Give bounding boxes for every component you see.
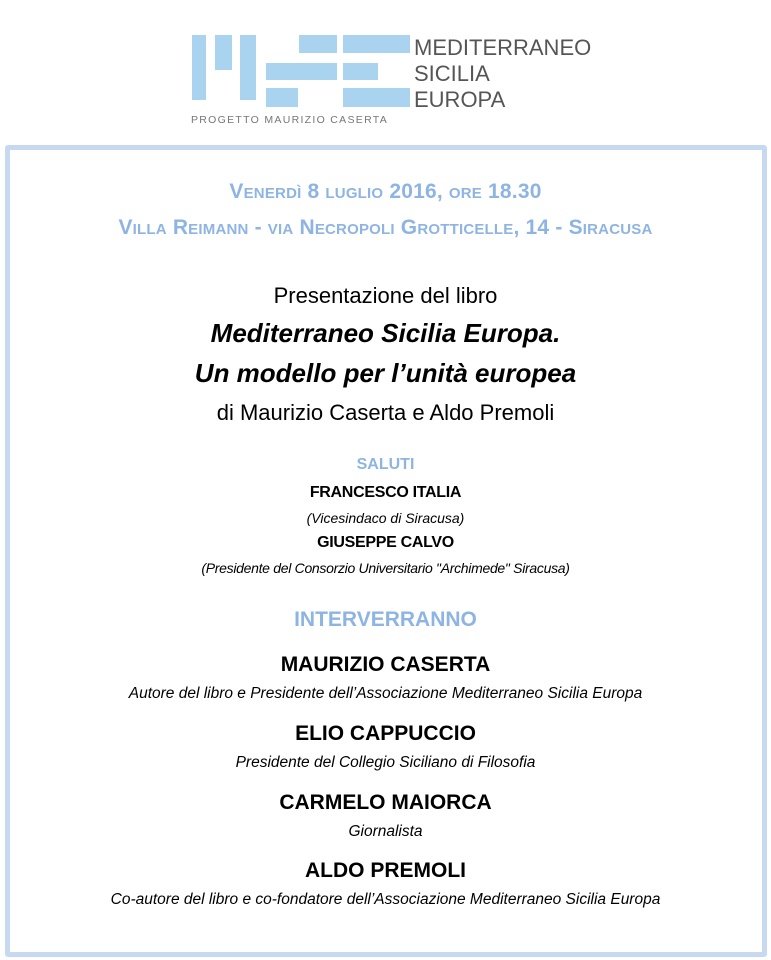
logo bbox=[0, 0, 771, 140]
speaker-name: MAURIZIO CASERTA bbox=[280, 653, 491, 676]
book-intro: Presentazione del libro bbox=[273, 283, 498, 308]
event-venue: Villa Reimann - via Necropoli Grotticelle, 14 - Siracusa bbox=[118, 216, 653, 239]
logo-tagline: PROGETTO MAURIZIO CASERTA bbox=[191, 114, 389, 126]
saluti-name: FRANCESCO ITALIA bbox=[309, 484, 462, 501]
speaker-name: ELIO CAPPUCCIO bbox=[295, 722, 476, 745]
logo-line3: EUROPA bbox=[414, 87, 506, 112]
book-title-2: Un modello per l’unità europea bbox=[194, 358, 577, 388]
saluti-heading: SALUTI bbox=[356, 456, 415, 473]
saluti-role: (Vicesindaco di Siracusa) bbox=[306, 510, 465, 526]
book-authors: di Maurizio Caserta e Aldo Premoli bbox=[216, 400, 555, 425]
saluti-role: (Presidente del Consorzio Universitario "Archimede" Siracusa) bbox=[201, 560, 570, 576]
event-date: Venerdì 8 luglio 2016, ore 18.30 bbox=[229, 180, 542, 203]
speaker-role: Giornalista bbox=[348, 823, 423, 840]
book-title-1: Mediterraneo Sicilia Europa. bbox=[210, 318, 561, 348]
speaker-role: Co-autore del libro e co-fondatore dell’Associazione Mediterraneo Sicilia Europa bbox=[110, 891, 661, 908]
speaker-role: Presidente del Collegio Siciliano di Filosofia bbox=[235, 754, 536, 771]
speaker-role: Autore del libro e Presidente dell’Associazione Mediterraneo Sicilia Europa bbox=[128, 685, 643, 702]
logo-line1: MEDITERRANEO bbox=[414, 35, 592, 60]
saluti-name: GIUSEPPE CALVO bbox=[317, 534, 454, 551]
speaker-name: CARMELO MAIORCA bbox=[279, 791, 492, 814]
speaker-name: ALDO PREMOLI bbox=[305, 859, 466, 882]
interventi-heading: INTERVERRANNO bbox=[294, 608, 477, 631]
logo-line2: SICILIA bbox=[414, 61, 490, 86]
